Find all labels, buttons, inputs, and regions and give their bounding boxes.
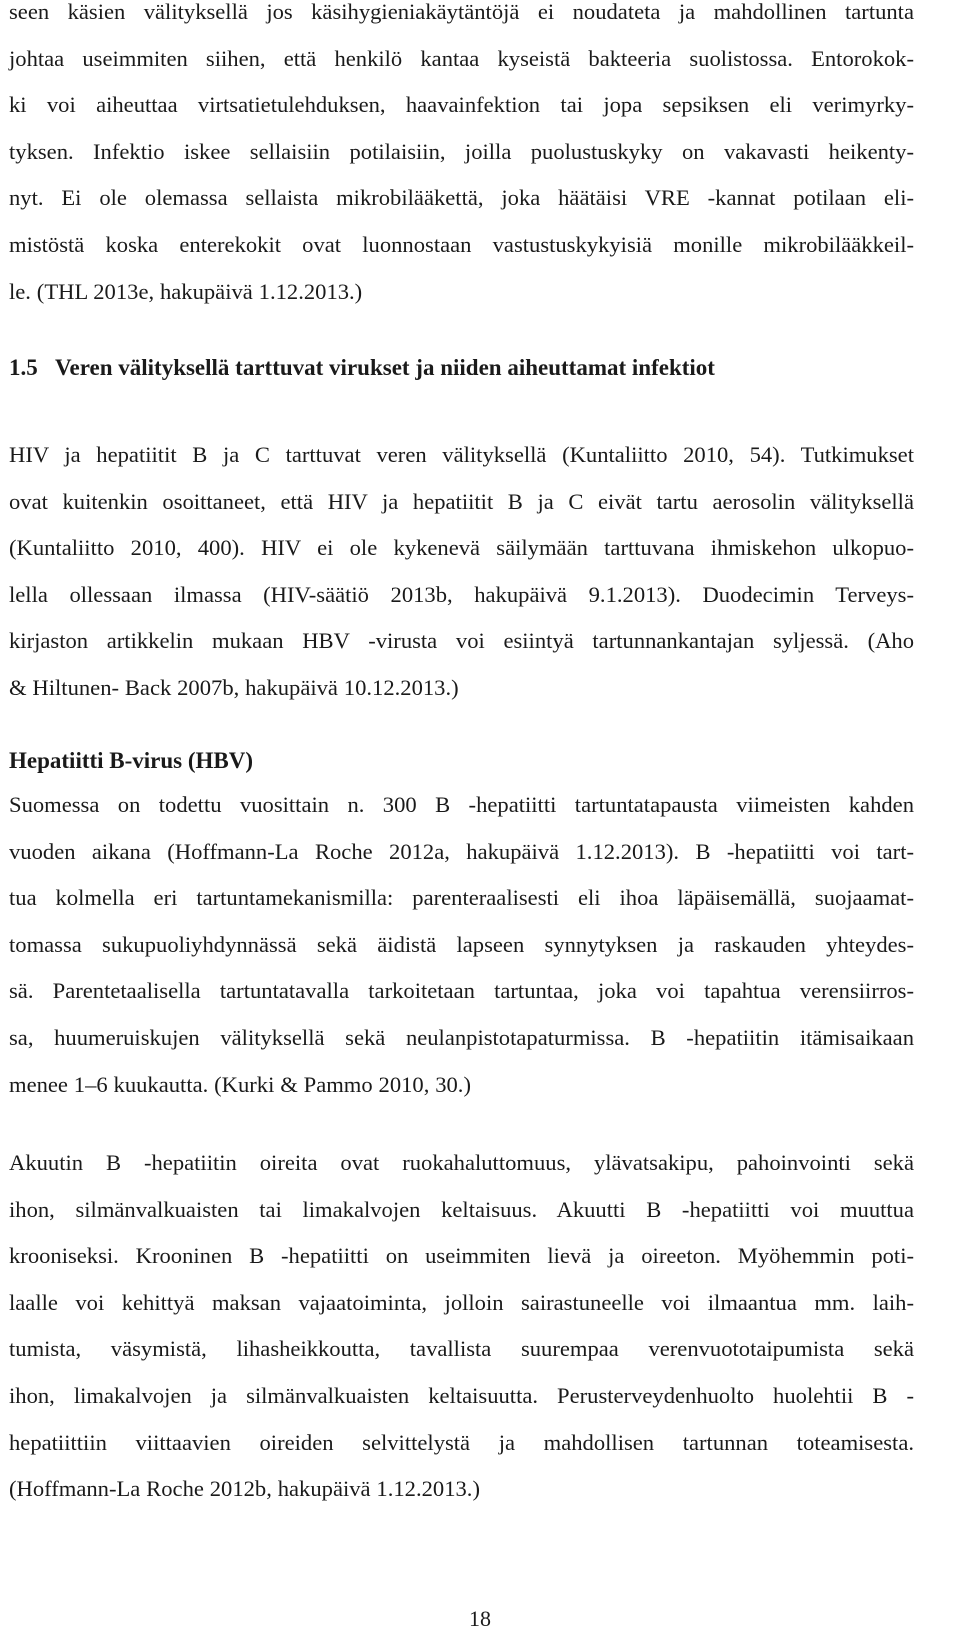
text-line: ihon, limakalvojen ja silmänvalkuaisten keltaisuutta. Perusterveydenhuolto huolehtii B - bbox=[9, 1382, 914, 1408]
text-line: tua kolmella eri tartuntamekanismilla: parenteraalisesti eli ihoa läpäisemällä, suojaamat- bbox=[9, 885, 914, 911]
paragraph-vre bbox=[9, 0, 914, 315]
paragraph-hbv-symptoms bbox=[9, 1140, 914, 1513]
text-line: & Hiltunen- Back 2007b, hakupäivä 10.12.2013.) bbox=[9, 674, 459, 700]
text-line: ihon, silmänvalkuaisten tai limakalvojen keltaisuus. Akuutti B -hepatiitti voi muuttua bbox=[9, 1196, 914, 1222]
text-line: ki voi aiheuttaa virtsatietulehduksen, haavainfektion tai jopa sepsiksen eli verimyrky- bbox=[9, 92, 914, 118]
text-line: seen käsien välityksellä jos käsihygieniakäytäntöjä ei noudateta ja mahdollinen tartunta bbox=[9, 0, 914, 24]
text-line: tumista, väsymistä, lihasheikkoutta, tavallista suurempaa verenvuototaipumista sekä bbox=[9, 1336, 914, 1362]
section-title: Veren välityksellä tarttuvat virukset ja niiden aiheuttamat infektiot bbox=[55, 355, 715, 380]
text-line: johtaa useimmiten siihen, että henkilö kantaa kyseistä bakteeria suolistossa. Entorokok- bbox=[9, 45, 914, 71]
subheading-hbv: Hepatiitti B-virus (HBV) bbox=[9, 748, 254, 773]
text-line: tomassa sukupuoliyhdynnässä sekä äidistä lapseen synnytyksen ja raskauden yhteydes- bbox=[9, 931, 914, 957]
text-line: Akuutin B -hepatiitin oireita ovat ruokahaluttomuus, ylävatsakipu, pahoinvointi sekä bbox=[9, 1150, 914, 1175]
text-line: krooniseksi. Krooninen B -hepatiitti on useimmiten lievä ja oireeton. Myöhemmin poti- bbox=[9, 1243, 914, 1269]
text-line: HIV ja hepatiitit B ja C tarttuvat veren välityksellä (Kuntaliitto 2010, 54). Tutkimukset bbox=[9, 442, 914, 467]
text-line: tyksen. Infektio iskee sellaisiin potilaisiin, joilla puolustuskyky on vakavasti heikenty- bbox=[9, 138, 914, 164]
text-line: kirjaston artikkelin mukaan HBV -virusta voi esiintyä tartunnankantajan syljessä. (Aho bbox=[9, 628, 914, 654]
text-line: nyt. Ei ole olemassa sellaista mikrobilääkettä, joka häätäisi VRE -kannat potilaan eli- bbox=[9, 185, 914, 211]
section-number: 1.5 bbox=[9, 355, 38, 380]
section-heading bbox=[9, 353, 715, 383]
text-line: le. (THL 2013e, hakupäivä 1.12.2013.) bbox=[9, 278, 363, 304]
text-line: lella ollessaan ilmassa (HIV-säätiö 2013b, hakupäivä 9.1.2013). Duodecimin Terveys- bbox=[9, 581, 914, 607]
text-line: sä. Parentetaalisella tartuntatavalla tarkoitetaan tartuntaa, joka voi tapahtua verensiirros- bbox=[9, 978, 914, 1004]
paragraph-hbv-transmission bbox=[9, 782, 914, 1108]
text-line: laalle voi kehittyä maksan vajaatoiminta, jolloin sairastuneelle voi ilmaantua mm. laih- bbox=[9, 1289, 914, 1315]
text-line: sa, huumeruiskujen välityksellä sekä neulanpistotapaturmissa. B -hepatiitin itämisaikaan bbox=[9, 1024, 914, 1050]
text-line: Suomessa on todettu vuosittain n. 300 B -hepatiitti tartuntatapausta viimeisten kahden bbox=[9, 792, 914, 817]
text-line: hepatiittiin viittaavien oireiden selvittelystä ja mahdollisen tartunnan toteamisesta. bbox=[9, 1429, 914, 1455]
text-line: (Hoffmann-La Roche 2012b, hakupäivä 1.12.2013.) bbox=[9, 1476, 480, 1502]
text-line: ovat kuitenkin osoittaneet, että HIV ja hepatiitit B ja C eivät tartu aerosolin välityksellä bbox=[9, 488, 914, 514]
page-number: 18 bbox=[469, 1606, 491, 1631]
text-line: (Kuntaliitto 2010, 400). HIV ei ole kykenevä säilymään tarttuvana ihmiskehon ulkopuo- bbox=[9, 535, 914, 561]
text-line: mistöstä koska enterekokit ovat luonnostaan vastustuskykyisiä monille mikrobilääkkeil- bbox=[9, 231, 914, 257]
text-line: menee 1–6 kuukautta. (Kurki & Pammo 2010, 30.) bbox=[9, 1071, 471, 1097]
text-line: vuoden aikana (Hoffmann-La Roche 2012a, hakupäivä 1.12.2013). B -hepatiitti voi tart- bbox=[9, 838, 914, 864]
paragraph-bloodborne-viruses bbox=[9, 432, 914, 712]
